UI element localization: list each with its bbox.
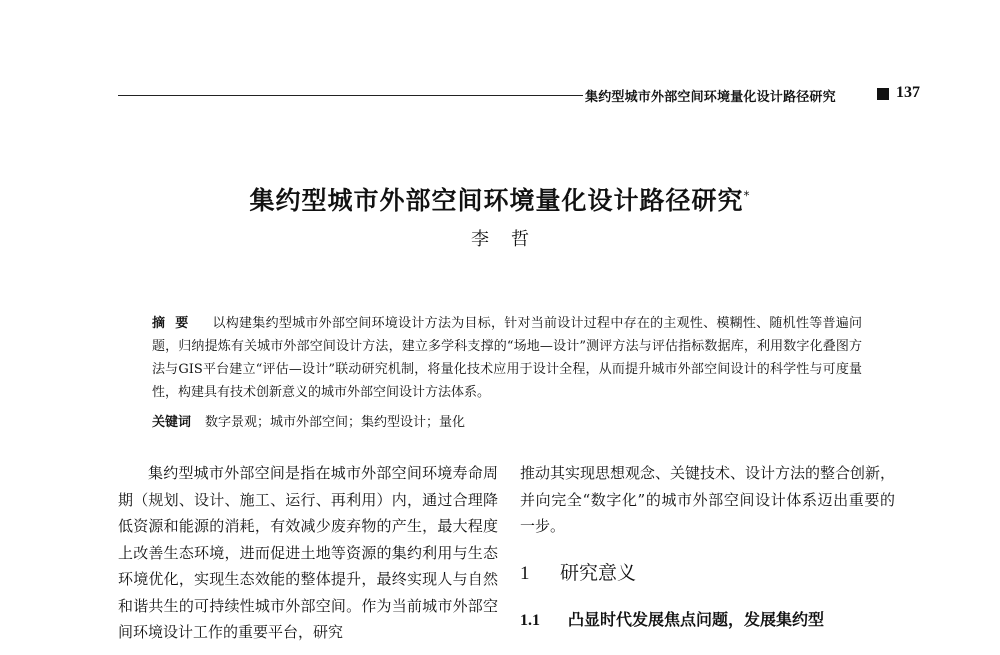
body-paragraph-continued: 推动其实现思想观念、关键技术、设计方法的整合创新，并向完全“数字化”的城市外部空间设计体系迈出重要的一步。	[520, 464, 896, 535]
header-rule	[118, 95, 583, 96]
running-header-title: 集约型城市外部空间环境量化设计路径研究	[585, 90, 836, 105]
article-title: 集约型城市外部空间环境量化设计路径研究	[249, 186, 744, 215]
section-number: 1	[520, 562, 530, 584]
page-number: 137	[896, 84, 920, 101]
author-name: 李哲	[471, 229, 551, 250]
abstract-text: 以构建集约型城市外部空间环境设计方法为目标，针对当前设计过程中存在的主观性、模糊性、随机性等普遍问题，归纳提炼有关城市外部空间设计方法，建立多学科支撑的“场地—设计”测评方法与评估指标数据库，利用数字化叠图方法与GIS平台建立“评估—设计”联动研究机制，将量化技术应用于设计全程，从而提升城市外部空间设计的科学性与可度量性，构建具有技术创新意义的城市外部空间设计方法体系。	[152, 316, 862, 400]
subsection-heading-1-1	[520, 608, 895, 633]
section-heading-1	[520, 559, 895, 588]
abstract	[152, 312, 862, 404]
subsection-title: 凸显时代发展焦点问题，发展集约型	[568, 609, 825, 629]
body-left-column	[118, 460, 498, 646]
header-square-mark	[877, 88, 889, 100]
body-paragraph: 集约型城市外部空间是指在城市外部空间环境寿命周期（规划、设计、施工、运行、再利用）内，通过合理降低资源和能源的消耗，有效减少废弃物的产生，最大程度上改善生态环境，进而促进土地等资源的集约利用与生态环境优化，实现生态效能的整体提升，最终实现人与自然和谐共生的可持续性城市外部空间。作为当前城市外部空间环境设计工作的重要平台，研究	[118, 464, 498, 641]
abstract-label: 摘要	[152, 316, 199, 331]
keywords-text: 数字景观；城市外部空间；集约型设计；量化	[205, 415, 466, 430]
article-title-block	[0, 181, 1000, 217]
title-footnote-mark: *	[743, 188, 751, 203]
keywords-label: 关键词	[152, 415, 192, 430]
section-title: 研究意义	[560, 561, 637, 584]
subsection-number: 1.1	[520, 611, 540, 629]
body-right-column	[520, 460, 895, 633]
keywords	[152, 411, 862, 434]
